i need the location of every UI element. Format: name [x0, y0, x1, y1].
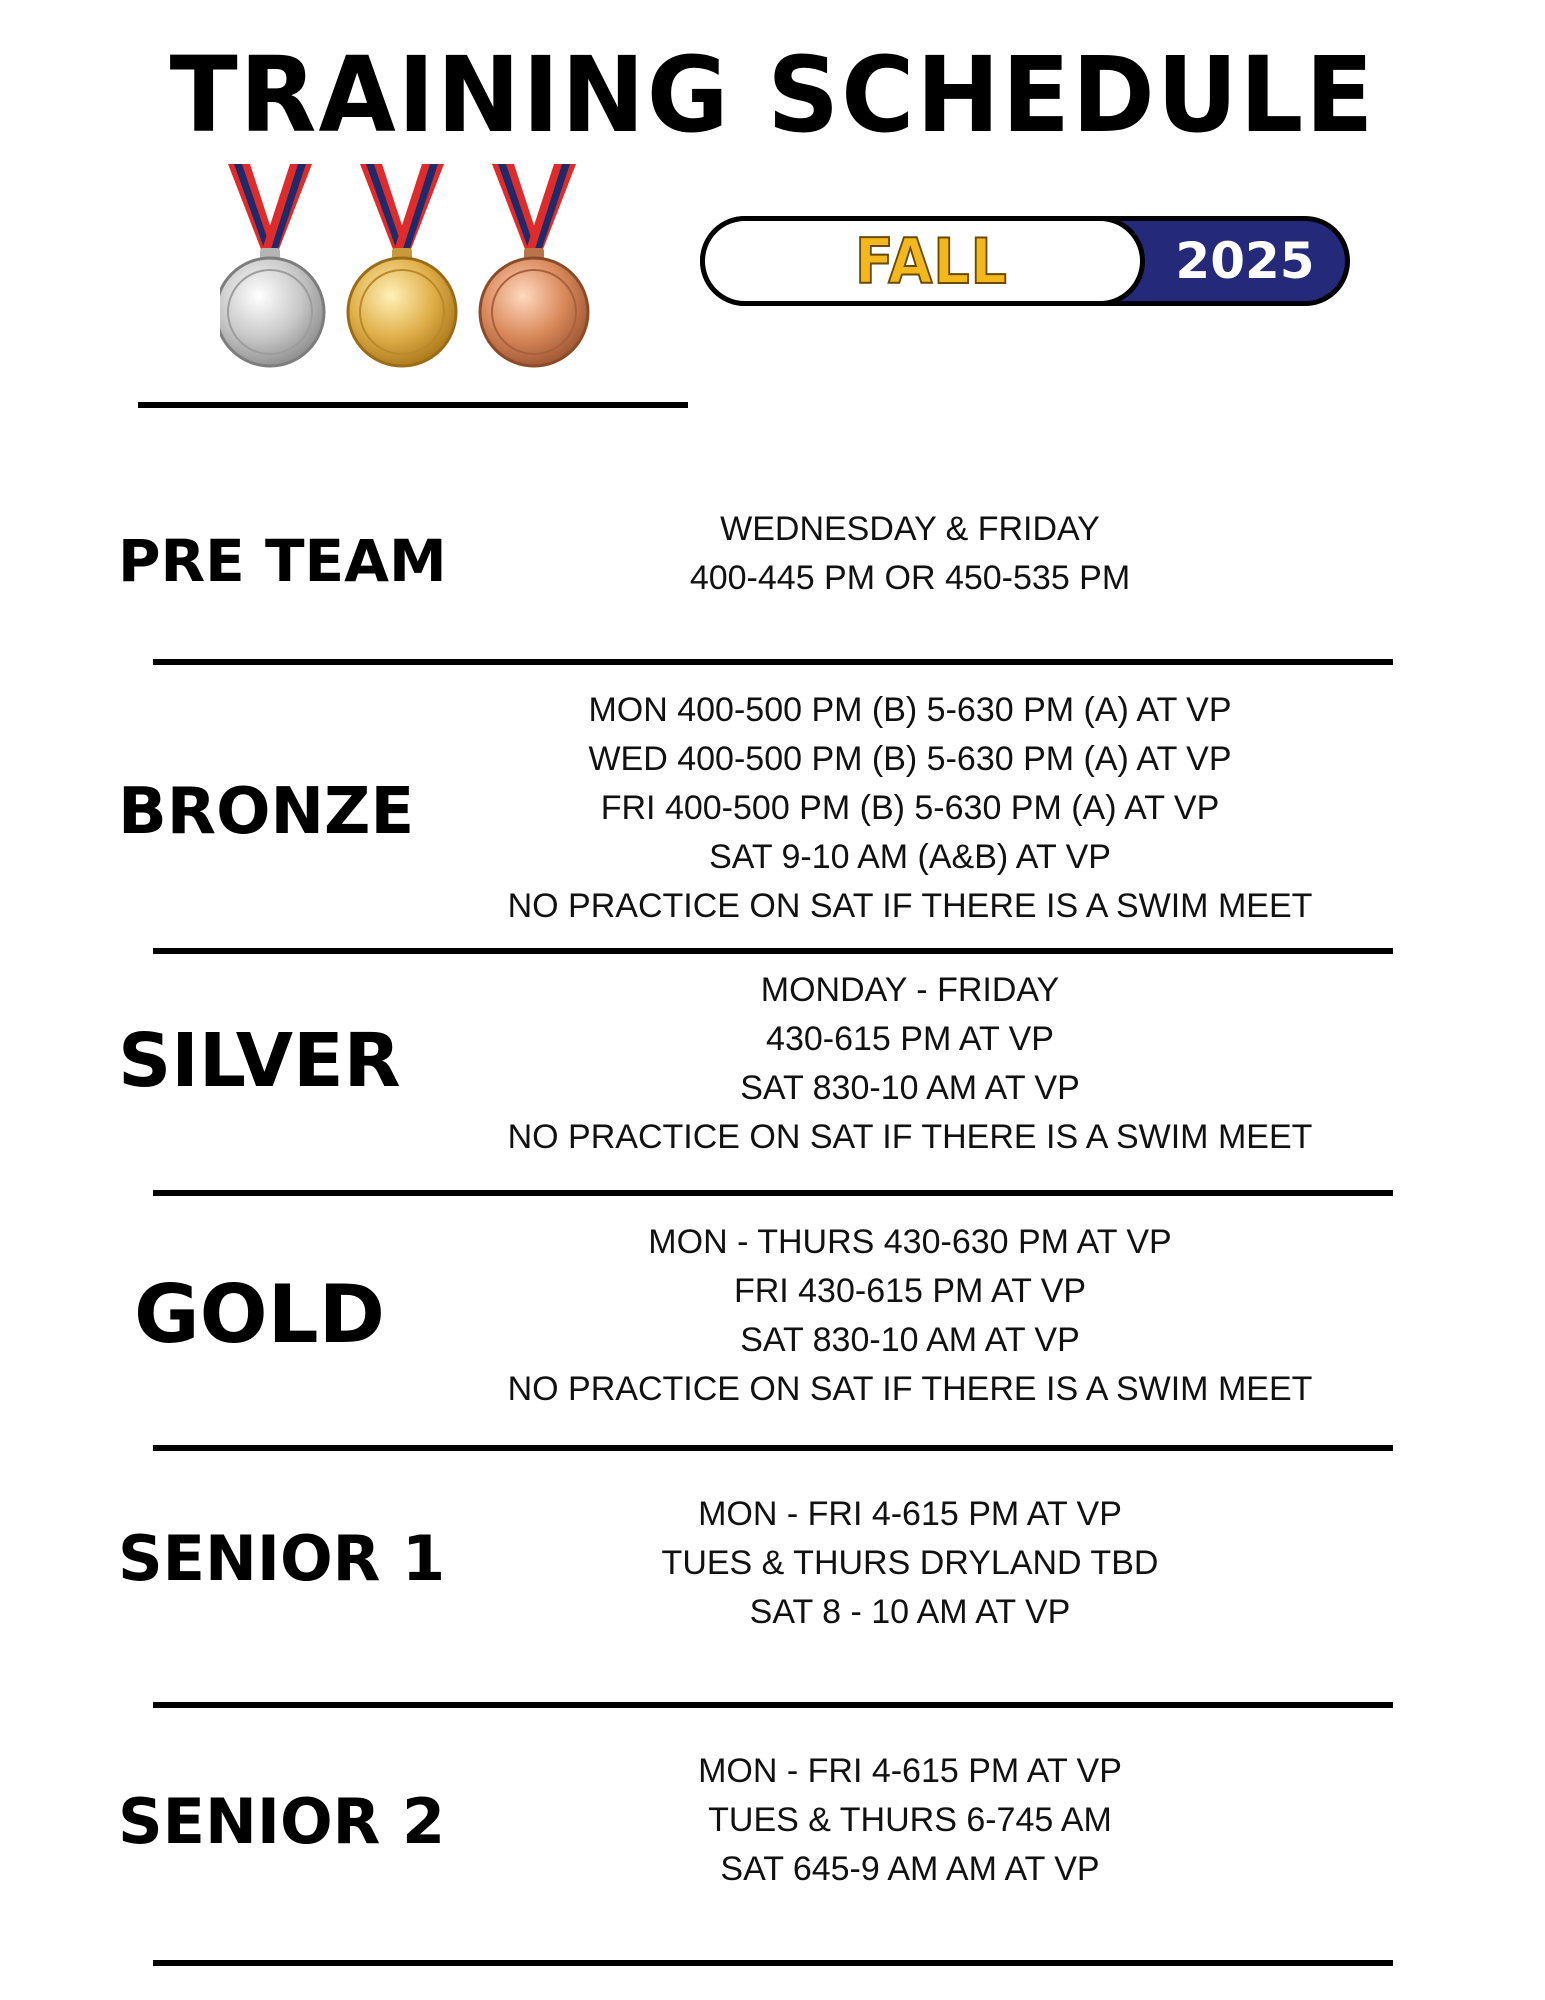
group-name: PRE TEAM [118, 527, 447, 595]
schedule-line: SAT 830-10 AM AT VP [740, 1321, 1080, 1359]
schedule-line: MONDAY - FRIDAY [760, 971, 1060, 1009]
schedule-lines [460, 686, 1360, 931]
group-name: SENIOR 2 [118, 1785, 446, 1858]
group-name: SILVER [118, 1018, 401, 1104]
schedule-line: FRI 400-500 PM (B) 5-630 PM (A) AT VP [600, 789, 1220, 827]
year-label: 2025 [1175, 232, 1315, 290]
schedule-line: SAT 830-10 AM AT VP [740, 1069, 1080, 1107]
group-name: SENIOR 1 [118, 1522, 446, 1595]
group-name: GOLD [134, 1268, 386, 1361]
schedule-line: MON - THURS 430-630 PM AT VP [648, 1223, 1172, 1261]
schedule-lines [460, 505, 1360, 603]
medals-graphic [220, 162, 610, 382]
schedule-line: FRI 430-615 PM AT VP [733, 1272, 1087, 1310]
group-name: BRONZE [118, 775, 415, 849]
schedule-line: SAT 8 - 10 AM AT VP [749, 1593, 1071, 1631]
schedule-line: NO PRACTICE ON SAT IF THERE IS A SWIM MEET [507, 1118, 1313, 1156]
row-divider [153, 1702, 1393, 1708]
schedule-line: NO PRACTICE ON SAT IF THERE IS A SWIM MEET [507, 1370, 1313, 1408]
schedule-line: NO PRACTICE ON SAT IF THERE IS A SWIM MEET [507, 887, 1313, 925]
schedule-line: MON - FRI 4-615 PM AT VP [698, 1495, 1122, 1533]
page-title: TRAINING SCHEDULE [169, 34, 1376, 156]
schedule-lines [460, 1490, 1360, 1637]
header-divider [138, 402, 688, 408]
row-divider [153, 659, 1393, 665]
season-label-box [700, 216, 1145, 306]
row-divider [153, 948, 1393, 954]
schedule-lines [460, 966, 1360, 1162]
schedule-line: WED 400-500 PM (B) 5-630 PM (A) AT VP [588, 740, 1232, 778]
schedule-lines [460, 1218, 1360, 1414]
schedule-line: MON 400-500 PM (B) 5-630 PM (A) AT VP [588, 691, 1232, 729]
silver-medal-icon [220, 164, 324, 366]
row-divider [153, 1445, 1393, 1451]
schedule-line: TUES & THURS 6-745 AM [708, 1801, 1112, 1839]
schedule-line: 430-615 PM AT VP [766, 1020, 1054, 1058]
schedule-line: 400-445 PM OR 450-535 PM [689, 559, 1131, 597]
schedule-line: SAT 645-9 AM AM AT VP [720, 1850, 1100, 1888]
schedule-line: TUES & THURS DRYLAND TBD [661, 1544, 1159, 1582]
bronze-medal-icon [480, 164, 588, 366]
season-badge [700, 216, 1350, 306]
schedule-line: SAT 9-10 AM (A&B) AT VP [709, 838, 1111, 876]
gold-medal-icon [348, 164, 456, 366]
row-divider [153, 1190, 1393, 1196]
row-divider [153, 1960, 1393, 1966]
schedule-line: WEDNESDAY & FRIDAY [720, 510, 1100, 548]
season-label: FALL [855, 224, 1009, 298]
schedule-line: MON - FRI 4-615 PM AT VP [698, 1752, 1122, 1790]
schedule-lines [460, 1747, 1360, 1894]
